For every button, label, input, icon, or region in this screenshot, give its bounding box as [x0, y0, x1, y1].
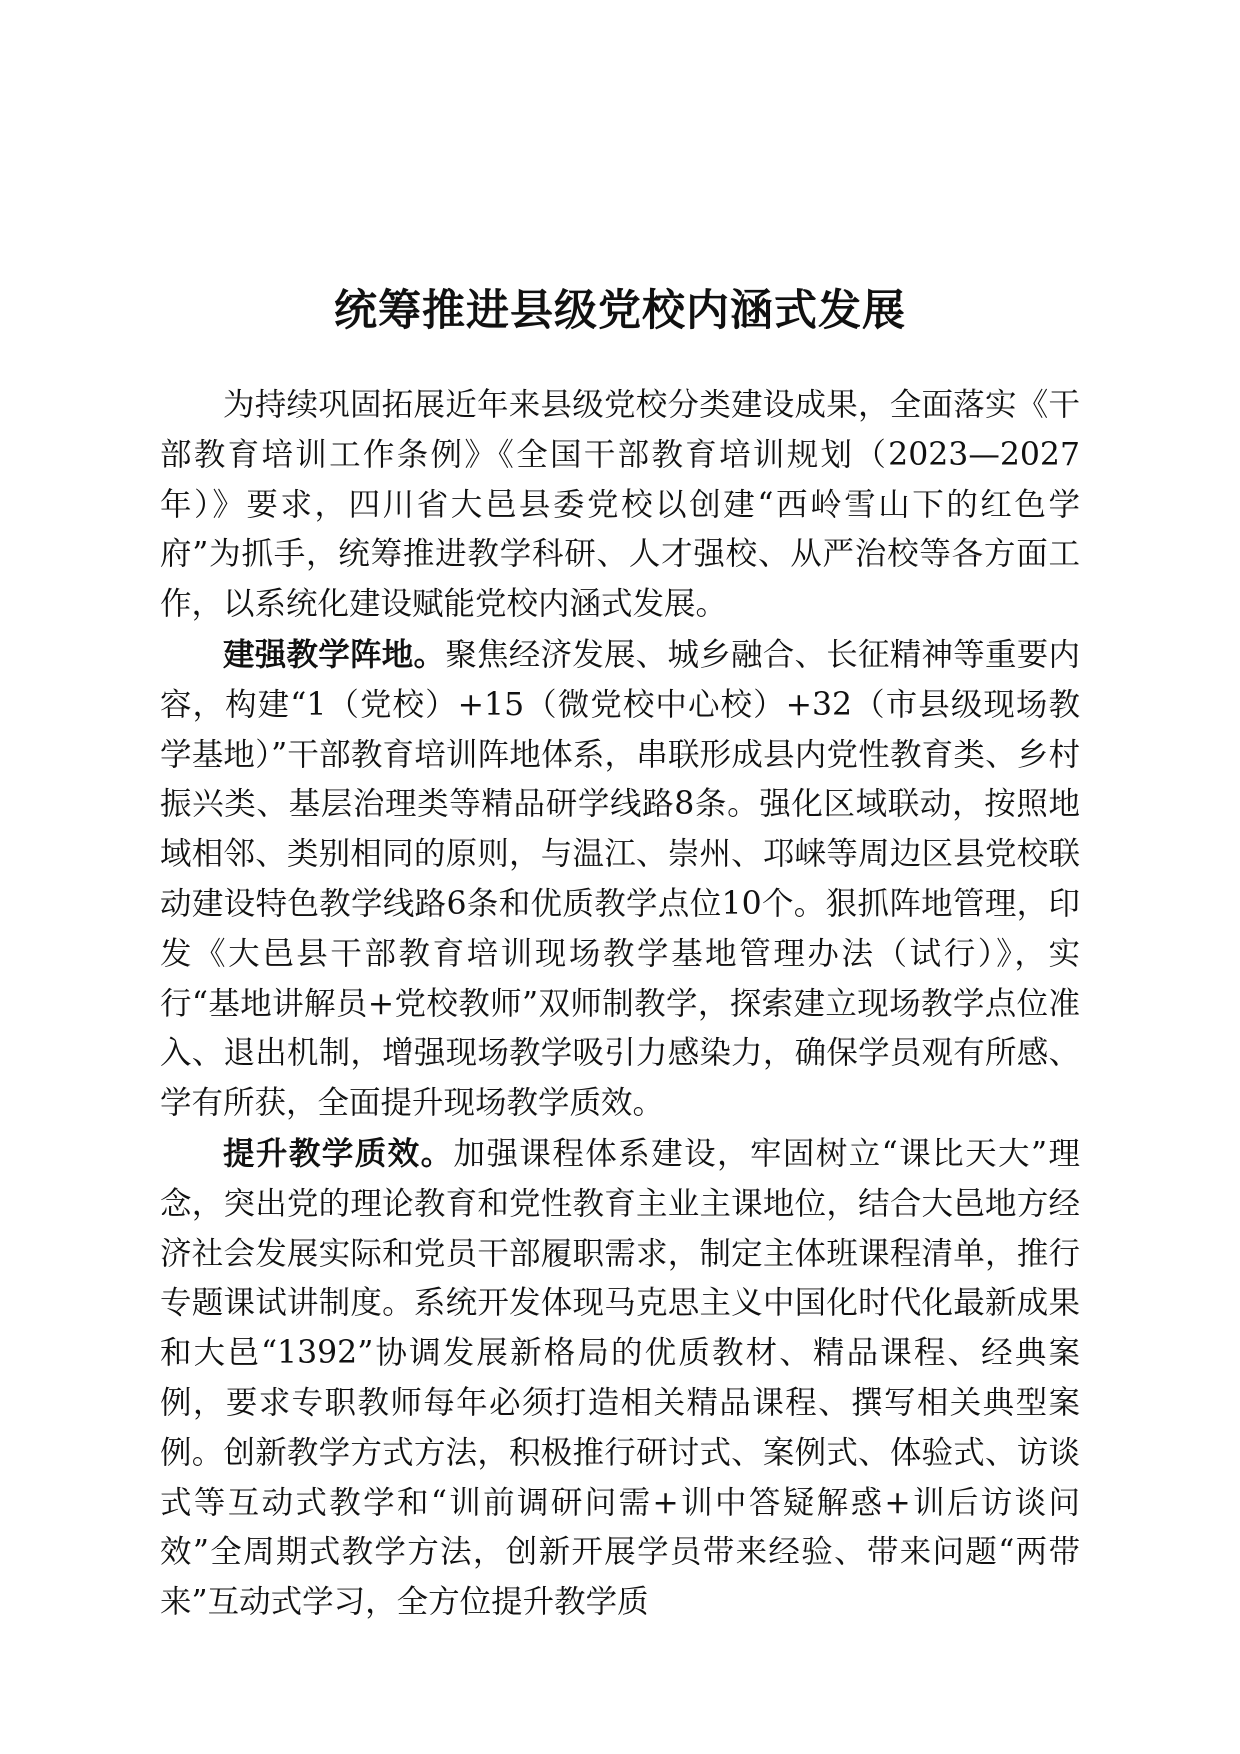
paragraph-teaching-base-heading: 建强教学阵地。	[223, 635, 446, 673]
document-body	[160, 381, 1080, 1628]
paragraph-teaching-quality	[160, 1129, 1080, 1628]
paragraph-intro-text: 为持续巩固拓展近年来县级党校分类建设成果，全面落实《干部教育培训工作条例》《全国干部教育培训规划（2023—2027年）》要求，四川省大邑县委党校以创建“西岭雪山下的红色学府”为抓手，统筹推进教学科研、人才强校、从严治校等各方面工作，以系统化建设赋能党校内涵式发展。	[160, 387, 1080, 623]
paragraph-teaching-quality-text: 加强课程体系建设，牢固树立“课比天大”理念，突出党的理论教育和党性教育主业主课地位，结合大邑地方经济社会发展实际和党员干部履职需求，制定主体班课程清单，推行专题课试讲制度。系统开发体现马克思主义中国化时代化最新成果和大邑“1392”协调发展新格局的优质教材、精品课程、经典案例，要求专职教师每年必须打造相关精品课程、撰写相关典型案例。创新教学方式方法，积极推行研讨式、案例式、体验式、访谈式等互动式教学和“训前调研问需+训中答疑解惑+训后访谈问效”全周期式教学方法，创新开展学员带来经验、带来问题“两带来”互动式学习，全方位提升教学质	[160, 1135, 1080, 1621]
document-title: 统筹推进县级党校内涵式发展	[334, 285, 906, 336]
paragraph-teaching-base-text: 聚焦经济发展、城乡融合、长征精神等重要内容，构建“1（党校）+15（微党校中心校）+32（市县级现场教学基地）”干部教育培训阵地体系，串联形成县内党性教育类、乡村振兴类、基层治理类等精品研学线路8条。强化区域联动，按照地域相邻、类别相同的原则，与温江、崇州、邛崃等周边区县党校联动建设特色教学线路6条和优质教学点位10个。狠抓阵地管理，印发《大邑县干部教育培训现场教学基地管理办法（试行）》，实行“基地讲解员+党校教师”双师制教学，探索建立现场教学点位准入、退出机制，增强现场教学吸引力感染力，确保学员观有所感、学有所获，全面提升现场教学质效。	[160, 636, 1080, 1122]
paragraph-intro	[160, 381, 1080, 630]
paragraph-teaching-quality-heading: 提升教学质效。	[223, 1134, 454, 1172]
paragraph-teaching-base	[160, 630, 1080, 1129]
